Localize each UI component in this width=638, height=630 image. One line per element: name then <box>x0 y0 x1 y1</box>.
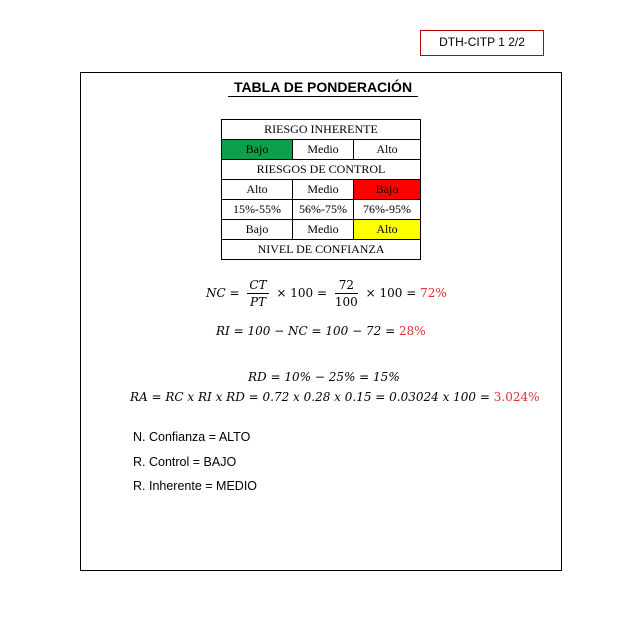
summary-value: = ALTO <box>205 430 251 444</box>
weighting-table <box>221 119 421 260</box>
inherente-alto-cell: Alto <box>354 140 421 160</box>
rd-expression: RD = 10% − 25% = 15% <box>248 370 400 384</box>
summary-label: N. Confianza <box>133 430 206 444</box>
ra-formula <box>130 390 540 404</box>
nc-formula <box>206 278 447 309</box>
confianza-alto-cell: Alto <box>354 220 421 240</box>
page-title: TABLA DE PONDERACIÓN <box>228 78 418 97</box>
summary-label: R. Inherente <box>133 479 202 493</box>
confianza-bajo-cell: Bajo <box>222 220 293 240</box>
ra-result: 3.024% <box>493 390 540 404</box>
control-bajo-cell: Bajo <box>354 180 421 200</box>
nc-result: 72% <box>420 286 447 300</box>
nivel-confianza-footer: NIVEL DE CONFIANZA <box>222 240 421 260</box>
ra-expression: RA = RC x RI x RD = 0.72 x 0.28 x 0.15 = 0.03024 x 100 = <box>130 390 490 404</box>
table-row <box>222 200 421 220</box>
table-row <box>222 240 421 260</box>
table-row <box>222 140 421 160</box>
rd-formula <box>248 370 400 384</box>
range-high-cell: 76%-95% <box>354 200 421 220</box>
value-fraction <box>335 278 358 309</box>
riesgos-control-header: RIESGOS DE CONTROL <box>222 160 421 180</box>
summary-inherente <box>133 479 257 493</box>
control-alto-cell: Alto <box>222 180 293 200</box>
range-low-cell: 15%-55% <box>222 200 293 220</box>
ct-pt-fraction <box>247 278 268 309</box>
table-row <box>222 120 421 140</box>
range-mid-cell: 56%-75% <box>293 200 354 220</box>
table-row <box>222 180 421 200</box>
inherente-bajo-cell: Bajo <box>222 140 293 160</box>
summary-label: R. Control <box>133 455 190 469</box>
table-row <box>222 160 421 180</box>
nc-multiplier-2: × 100 = <box>365 286 417 300</box>
fraction-denominator: 100 <box>334 295 358 309</box>
summary-control <box>133 455 236 469</box>
ri-result: 28% <box>398 324 426 338</box>
summary-value: = MEDIO <box>201 479 258 493</box>
fraction-numerator: CT <box>249 278 267 292</box>
summary-confianza <box>133 430 250 444</box>
document-code: DTH-CITP 1 2/2 <box>420 30 544 56</box>
nc-lhs: NC = <box>206 286 240 300</box>
fraction-numerator: 72 <box>335 278 358 294</box>
nc-multiplier: × 100 = <box>276 286 328 300</box>
fraction-denominator: PT <box>249 295 267 309</box>
control-medio-cell: Medio <box>293 180 354 200</box>
riesgo-inherente-header: RIESGO INHERENTE <box>222 120 421 140</box>
summary-value: = BAJO <box>189 455 237 469</box>
ri-expression: RI = 100 − NC = 100 − 72 = <box>216 324 396 338</box>
ri-formula <box>216 324 426 338</box>
table-row <box>222 220 421 240</box>
inherente-medio-cell: Medio <box>293 140 354 160</box>
confianza-medio-cell: Medio <box>293 220 354 240</box>
